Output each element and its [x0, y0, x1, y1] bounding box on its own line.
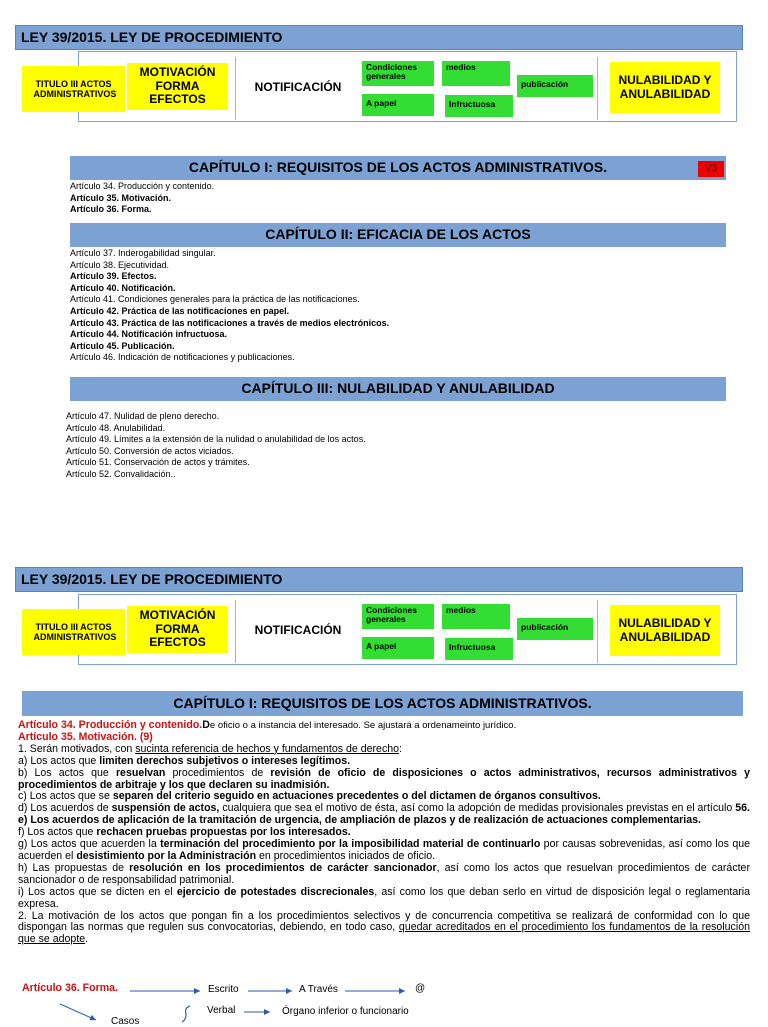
notificacion-label: NOTIFICACIÓN: [254, 80, 342, 94]
article-item: Artículo 36. Forma.: [70, 204, 152, 215]
point-2: 2. La motivación de los actos que pongan fin a los procedimientos selectivos y de concurrencia competitiva se realizará de conformidad con lo que dispongan las normas que regulen sus convocatorias, debiendo, en todo caso, quedar acreditados en el procedimiento los fundamentos de la resolución que se adopte.: [18, 909, 750, 946]
article-item: Artículo 38. Ejecutividad.: [70, 259, 170, 270]
version-badge: V3: [698, 161, 724, 177]
brace: [182, 1006, 190, 1022]
art36-label: Artículo 36. Forma.: [22, 982, 118, 994]
at-icon: @: [415, 983, 426, 994]
a-papel-box: A papel: [362, 94, 434, 116]
article-item: Artículo 40. Notificación.: [70, 282, 176, 293]
art34-text: e oficio o a instancia del interesado. Se ajustará a ordenameinto jurídico.: [209, 720, 517, 731]
point-1: 1. Serán motivados, con sucinta referencia de hechos y fundamentos de derecho:: [18, 742, 402, 755]
publicacion-box: publicación: [517, 618, 593, 640]
article-item: Artículo 50. Conversión de actos viciados.: [66, 445, 234, 456]
infructuosa-box: Infructuosa: [445, 95, 513, 117]
medios-box: medios: [442, 604, 510, 629]
article-item: Artículo 37. Inderogabilidad singular.: [70, 248, 216, 258]
chapter-3-header: CAPÍTULO III: NULABILIDAD Y ANULABILIDAD: [70, 377, 726, 401]
point-i: i) Los actos que se dicten en el ejercicio de potestades discrecionales, así como los que deban serlo en virtud de disposición legal o reglamentaria expresa.: [18, 885, 751, 910]
notificacion-label: NOTIFICACIÓN: [254, 623, 342, 637]
verbal-label: Verbal: [207, 1005, 236, 1016]
point-b: b) Los actos que resuelvan procedimientos de revisión de oficio de disposiciones o actos administrativos, recursos administrativos y procedimientos de arbitraje y los que declaren su inadmisión.: [18, 766, 751, 791]
article-item: Artículo 35. Motivación.: [70, 192, 172, 203]
condiciones-box: Condiciones generales: [362, 61, 434, 86]
article-item: Artículo 51. Conservación de actos y trámites.: [66, 457, 250, 468]
article-item: Artículo 46. Indicación de notificaciones y publicaciones.: [70, 352, 295, 363]
a-traves-label: A Través: [299, 984, 338, 995]
art35-label: Artículo 35. Motivación. (9): [18, 730, 153, 743]
art34-label: Artículo 34. Producción y contenido.: [18, 719, 203, 731]
organo-label: Órgano inferior o funcionario: [282, 1006, 409, 1017]
point-h: h) Las propuestas de resolución en los procedimientos de carácter sancionador, así como los actos que resuelvan procedimientos de carácter sancionador o de responsabilidad patrimonial.: [18, 861, 750, 886]
titulo-iii-box: TITULO III ACTOS ADMINISTRATIVOS: [22, 66, 125, 112]
casos-label: Casos: [111, 1016, 140, 1027]
point-c: c) Los actos que se separen del criterio seguido en actuaciones precedentes o del dictamen de órganos consultivos.: [18, 790, 601, 803]
article-item: Artículo 41. Condiciones generales para la práctica de las notificaciones.: [70, 294, 360, 305]
law-title: LEY 39/2015. LEY DE PROCEDIMIENTO: [21, 29, 283, 45]
titulo-iii-box: TITULO III ACTOS ADMINISTRATIVOS: [22, 609, 125, 655]
article-item: Artículo 47. Nulidad de pleno derecho.: [66, 411, 220, 421]
point-g: g) Los actos que acuerden la terminación del procedimiento por la imposibilidad material de continuarlo por causas sobrevenidas, así como los que acuerden el desistimiento por la Administración en procedimientos iniciados de oficio.: [18, 838, 750, 862]
motivacion-box: MOTIVACIÓN FORMA EFECTOS: [127, 63, 228, 110]
point-e: e) Los acuerdos de aplicación de la tramitación de urgencia, de ampliación de plazos y de realización de actuaciones complementarias.: [18, 814, 701, 827]
article-item: Artículo 43. Práctica de las notificaciones a través de medios electrónicos.: [70, 317, 390, 328]
point-a: a) Los actos que limiten derechos subjetivos o intereses legítimos.: [18, 754, 351, 767]
point-d: d) Los acuerdos de suspensión de actos, cualquiera que sea el motivo de ésta, así como la adopción de medidas provisionales previstas en el artículo 56.: [18, 802, 750, 815]
chapter-1-header: CAPÍTULO I: REQUISITOS DE LOS ACTOS ADMINISTRATIVOS.: [70, 156, 726, 180]
article-item: Artículo 48. Anulabilidad.: [66, 422, 166, 433]
medios-box: medios: [442, 61, 510, 86]
motivacion-box: MOTIVACIÓN FORMA EFECTOS: [127, 606, 228, 653]
article-item: Artículo 45. Publicación.: [70, 340, 175, 351]
article-item: Artículo 49. Límites a la extensión de la nulidad o anulabilidad de los actos.: [66, 434, 366, 445]
arrow-to-casos: [60, 1004, 96, 1020]
point-f: f) Los actos que rechacen pruebas propuestas por los interesados.: [18, 826, 351, 839]
law-title: LEY 39/2015. LEY DE PROCEDIMIENTO: [21, 571, 283, 587]
escrito-label: Escrito: [208, 984, 239, 995]
nulabilidad-box: NULABILIDAD Y ANULABILIDAD: [610, 62, 720, 113]
a-papel-box: A papel: [362, 637, 434, 659]
publicacion-box: publicación: [517, 75, 593, 97]
article-item: Artículo 44. Notificación infructuosa.: [70, 329, 228, 340]
art34-initial: D: [202, 719, 210, 731]
chapter-1-detail-header: CAPÍTULO I: REQUISITOS DE LOS ACTOS ADMINISTRATIVOS.: [22, 691, 743, 716]
article-item: Artículo 34. Producción y contenido.: [70, 181, 215, 191]
article-item: Artículo 52. Convalidación..: [66, 468, 176, 479]
infructuosa-box: Infructuosa: [445, 638, 513, 660]
nulabilidad-box: NULABILIDAD Y ANULABILIDAD: [610, 605, 720, 656]
article-item: Artículo 39. Efectos.: [70, 271, 157, 282]
chapter-2-header: CAPÍTULO II: EFICACIA DE LOS ACTOS: [70, 223, 726, 247]
condiciones-box: Condiciones generales: [362, 604, 434, 629]
article-item: Artículo 42. Práctica de las notificaciones en papel.: [70, 305, 290, 316]
